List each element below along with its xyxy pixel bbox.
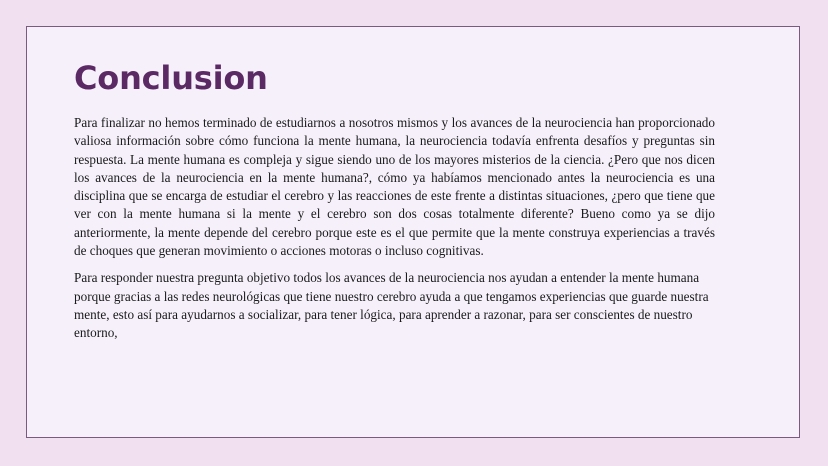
- slide-body: [74, 114, 715, 343]
- slide-title: Conclusion: [74, 59, 268, 97]
- body-paragraph-2: Para responder nuestra pregunta objetivo todos los avances de la neurociencia nos ayudan a entender la mente humana porque gracias a las redes neurológicas que tiene nuestro cerebro ayuda a que tengamos experiencias que guarde nuestra mente, esto así para ayudarnos a socializar, para tener lógica, para aprender a razonar, para ser conscientes de nuestro entorno,: [74, 270, 709, 341]
- slide-frame: [26, 26, 800, 438]
- body-paragraph-1: Para finalizar no hemos terminado de estudiarnos a nosotros mismos y los avances de la neurociencia han proporcionado valiosa información sobre cómo funciona la mente humana, la neurociencia todavía enfrenta desafíos y preguntas sin respuesta. La mente humana es compleja y sigue siendo uno de los mayores misterios de la ciencia. ¿Pero que nos dicen los avances de la neurociencia en la mente humana?, cómo ya habíamos mencionado antes la neurociencia es una disciplina que se encarga de estudiar el cerebro y las reacciones de este frente a distintas situaciones, ¿pero que tiene que ver con la mente humana si la mente y el cerebro son dos cosas totalmente diferente? Bueno como ya se dijo anteriormente, la mente depende del cerebro porque este es el que permite que la mente construya experiencias a través de choques que generan movimiento o acciones motoras o incluso cognitivas.: [74, 115, 715, 259]
